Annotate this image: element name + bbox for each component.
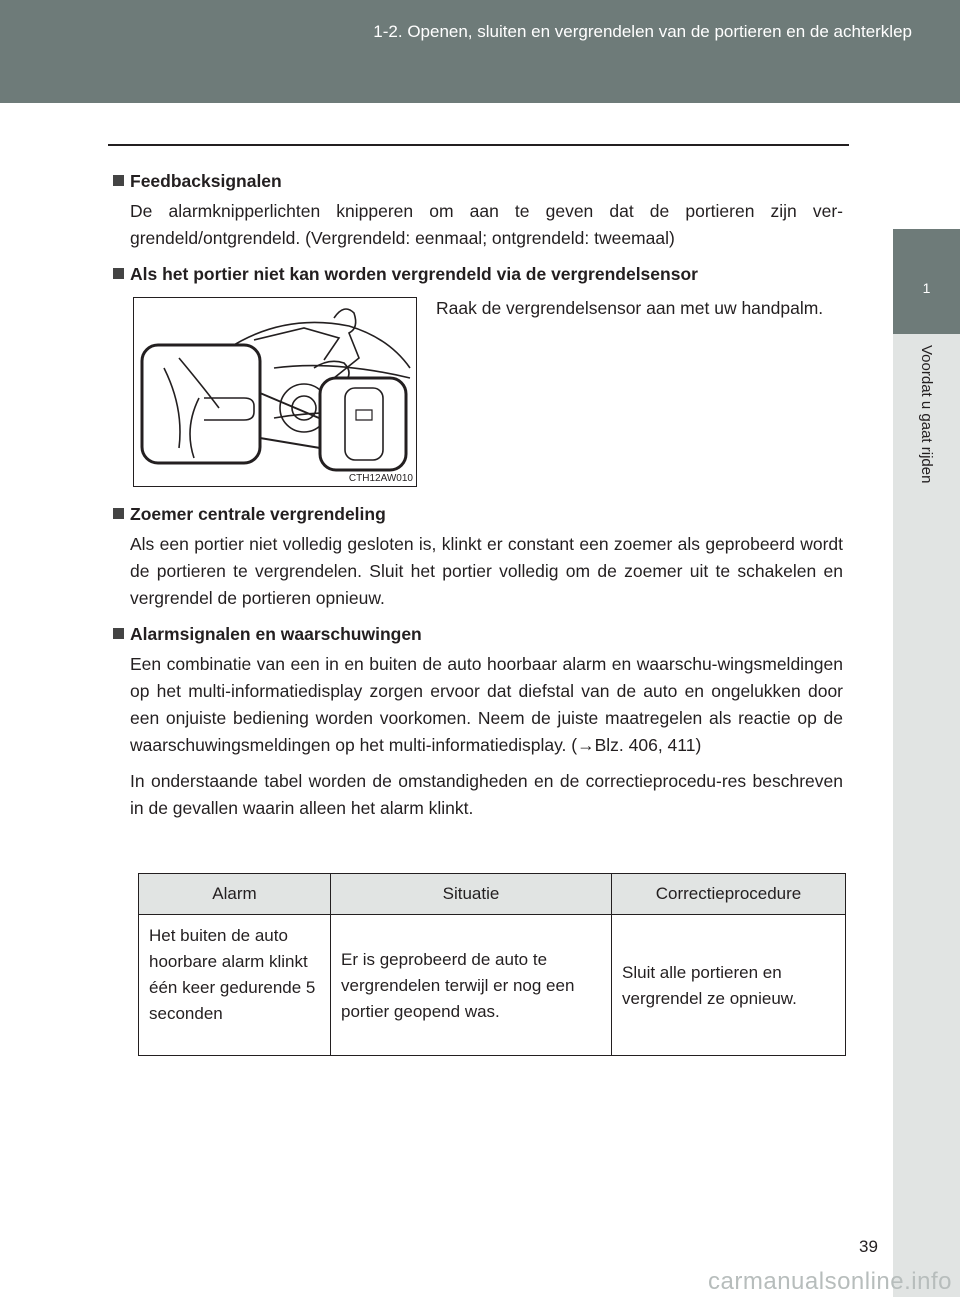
bullet-square-icon xyxy=(113,268,124,279)
table-header-row xyxy=(139,874,846,915)
page-content xyxy=(113,168,843,831)
watermark: carmanualsonline.info xyxy=(708,1268,952,1295)
bullet-square-icon xyxy=(113,508,124,519)
header-rule xyxy=(108,144,849,146)
bullet-square-icon xyxy=(113,628,124,639)
paragraph-zoemer: Als een portier niet volledig gesloten is, klinkt er constant een zoemer als geprobeerd wordt de portieren te vergrendelen. Sluit het portier volledig om de zoemer uit te schakelen en vergrendel de portieren opnieuw. xyxy=(130,534,843,608)
figure-code: CTH12AW010 xyxy=(348,473,413,484)
paragraph-feedback: De alarmknipperlichten knipperen om aan te geven dat de portieren zijn ver-grendeld/ontgrendeld. (Vergrendeld: eenmaal; ontgrendeld: tweemaal) xyxy=(130,201,843,248)
table-cell: Er is geprobeerd de auto te vergrendelen terwijl er nog een portier geopend was. xyxy=(331,915,612,1056)
table-row xyxy=(139,915,846,1056)
paragraph-alarm-1: Een combinatie van een in en buiten de auto hoorbaar alarm en waarschu-wingsmeldingen op het multi-informatiedisplay zorgen ervoor dat diefstal van de auto en ongelukken door een onjuiste bediening worden voorkomen. Neem de juiste maatregelen als reactie op de waarschuwingsmeldingen op het multi-informatiedisplay. (→Blz. 406, 411) xyxy=(130,654,843,755)
paragraph-sensor: Raak de vergrendelsensor aan met uw handpalm. xyxy=(436,298,824,318)
heading-sensor: Als het portier niet kan worden vergrendeld via de vergrendelsensor xyxy=(113,261,843,287)
section-label: Voordat u gaat rijden xyxy=(918,345,935,484)
car-hand-key-drawing xyxy=(134,298,416,486)
chapter-number: 1 xyxy=(922,280,931,296)
bullet-square-icon xyxy=(113,175,124,186)
table-cell: Sluit alle portieren en vergrendel ze opnieuw. xyxy=(612,915,846,1056)
chapter-tab xyxy=(893,229,960,334)
table-header: Correctieprocedure xyxy=(612,874,846,915)
table-header: Situatie xyxy=(331,874,612,915)
table-header: Alarm xyxy=(139,874,331,915)
alarm-table xyxy=(138,873,846,1056)
heading-alarm: Alarmsignalen en waarschuwingen xyxy=(113,621,843,647)
table-cell: Het buiten de auto hoorbare alarm klinkt één keer gedurende 5 seconden xyxy=(139,915,331,1056)
sensor-illustration xyxy=(133,297,417,487)
header-band xyxy=(0,0,960,103)
heading-zoemer: Zoemer centrale vergrendeling xyxy=(113,501,843,527)
heading-feedback: Feedbacksignalen xyxy=(113,168,843,194)
chapter-title: 1-2. Openen, sluiten en vergrendelen van de portieren en de achterklep xyxy=(373,22,912,41)
paragraph-alarm-2: In onderstaande tabel worden de omstandigheden en de correctieprocedu-res beschreven in de gevallen waarin alleen het alarm klinkt. xyxy=(130,771,843,818)
side-band xyxy=(893,334,960,1297)
page-number: 39 xyxy=(859,1237,878,1256)
